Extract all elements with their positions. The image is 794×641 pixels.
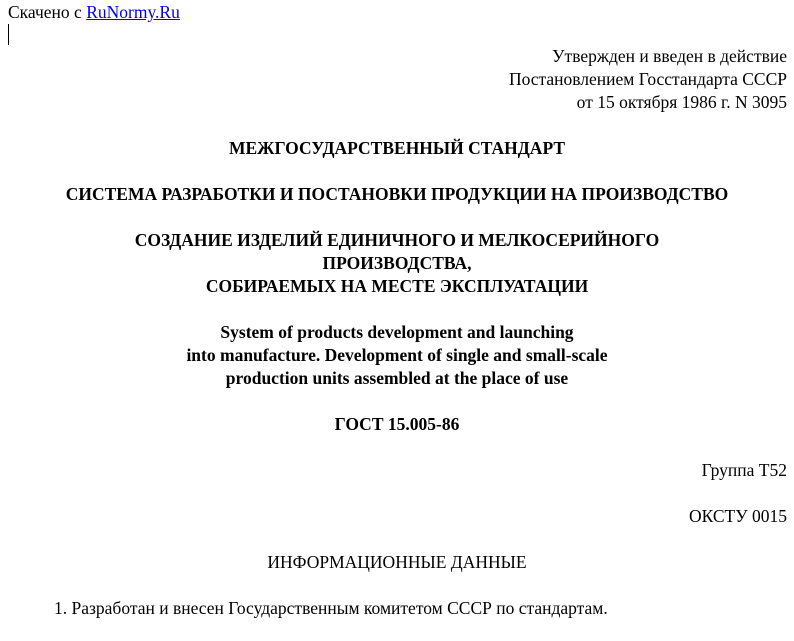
runormy-link[interactable]: RuNormy.Ru [86, 2, 180, 22]
approval-line-3: от 15 октября 1986 г. N 3095 [576, 92, 787, 112]
english-title-line-2: into manufacture. Development of single and small-scale [186, 345, 608, 365]
english-title-line-1: System of products development and launching [220, 322, 574, 342]
interstate-standard-heading: МЕЖГОСУДАРСТВЕННЫЙ СТАНДАРТ [228, 138, 566, 158]
info-item-1: 1. Разработан и внесен Государственным комитетом СССР по стандартам. [54, 598, 608, 618]
system-title: СИСТЕМА РАЗРАБОТКИ И ПОСТАНОВКИ ПРОДУКЦИИ НА ПРОИЗВОДСТВО [65, 184, 729, 204]
english-title-line-3: production units assembled at the place of use [225, 368, 569, 388]
text-cursor [8, 24, 9, 45]
subject-title-line-3: СОБИРАЕМЫХ НА МЕСТЕ ЭКСПЛУАТАЦИИ [205, 276, 589, 296]
gost-number: ГОСТ 15.005-86 [334, 414, 460, 434]
subject-title-line-2: ПРОИЗВОДСТВА, [322, 253, 472, 273]
approval-line-2: Постановлением Госстандарта СССР [508, 69, 787, 89]
info-data-heading: ИНФОРМАЦИОННЫЕ ДАННЫЕ [267, 552, 527, 572]
download-source-line [8, 1, 180, 24]
subject-title-line-1: СОЗДАНИЕ ИЗДЕЛИЙ ЕДИНИЧНОГО И МЕЛКОСЕРИЙНОГО [134, 230, 660, 250]
okstu-code: ОКСТУ 0015 [688, 506, 787, 526]
approval-line-1: Утвержден и введен в действие [552, 46, 787, 66]
download-prefix: Скачено с [8, 2, 82, 22]
group-code: Группа Т52 [701, 460, 787, 480]
